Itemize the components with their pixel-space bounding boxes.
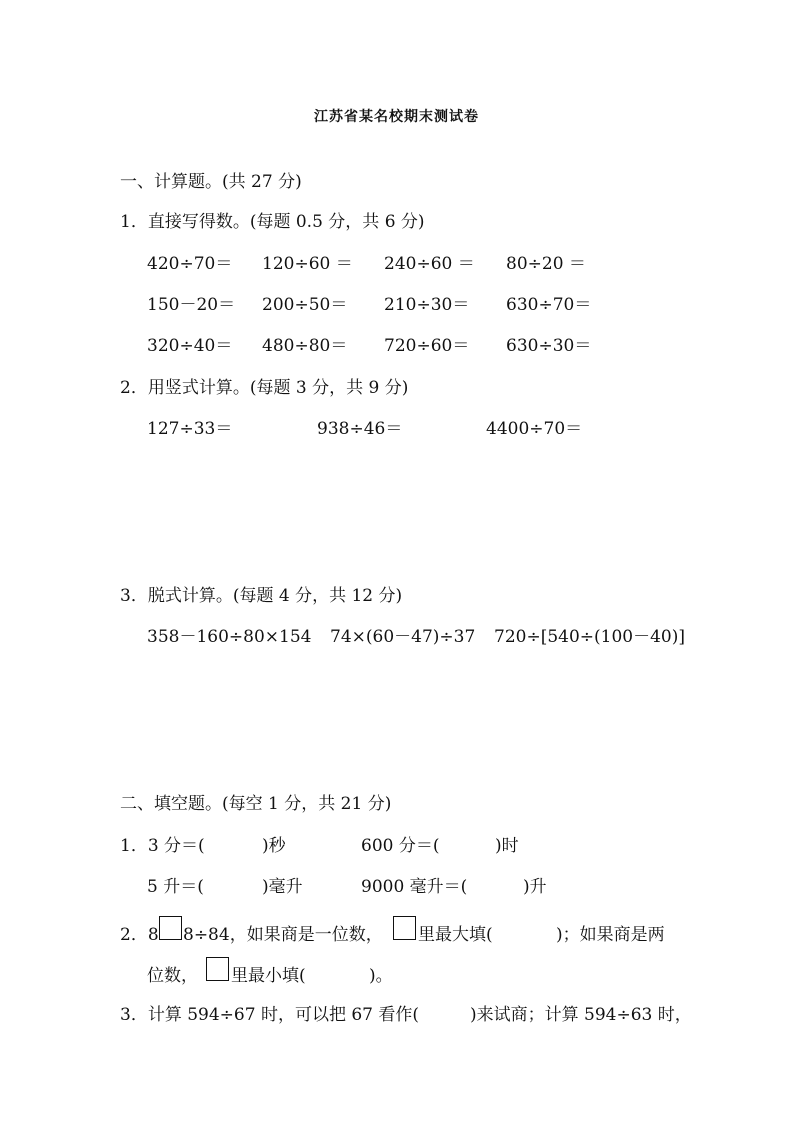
stepwise-calc-item: 74×(60－47)÷37 — [330, 627, 476, 647]
oral-calc-item: 200÷50＝ — [262, 295, 348, 315]
oral-calc-item: 120÷60 ＝ — [262, 254, 353, 274]
vertical-calc-item: 127÷33＝ — [147, 419, 233, 439]
digit-blank-box[interactable] — [393, 916, 416, 940]
stepwise-calc-item: 720÷[540÷(100－40)] — [494, 627, 685, 647]
section-heading-fill-in: 二、填空题。(每空 1 分，共 21 分) — [120, 794, 392, 814]
fill-in-text: )毫升 — [262, 877, 303, 897]
fill-in-text: 600 分＝( — [361, 836, 440, 856]
oral-calc-item: 720÷60＝ — [384, 336, 470, 356]
vertical-calc-item: 938÷46＝ — [317, 419, 403, 439]
fill-in-text: 里最大填( — [418, 925, 493, 945]
oral-calc-item: 420÷70＝ — [147, 254, 233, 274]
stepwise-calc-item: 358－160÷80×154 — [147, 627, 312, 647]
oral-calc-item: 240÷60 ＝ — [384, 254, 475, 274]
oral-calc-item: 80÷20 ＝ — [506, 254, 586, 274]
oral-calc-item: 630÷30＝ — [506, 336, 592, 356]
oral-calc-item: 630÷70＝ — [506, 295, 592, 315]
fill-in-text: 9000 毫升＝( — [361, 877, 468, 897]
question-3-label: 3．脱式计算。(每题 4 分，共 12 分) — [120, 586, 403, 606]
fill-in-text: )秒 — [262, 836, 286, 856]
question-1-label: 1．直接写得数。(每题 0.5 分，共 6 分) — [120, 212, 425, 232]
oral-calc-item: 480÷80＝ — [262, 336, 348, 356]
page-title: 江苏省某名校期末测试卷 — [314, 109, 479, 125]
oral-calc-item: 320÷40＝ — [147, 336, 233, 356]
oral-calc-item: 210÷30＝ — [384, 295, 470, 315]
fill-in-text: )；如果商是两 — [556, 925, 665, 945]
fill-in-text: )时 — [495, 836, 519, 856]
digit-blank-box[interactable] — [159, 916, 182, 940]
oral-calc-item: 150－20＝ — [147, 295, 236, 315]
fill-in-text: 2．8 — [120, 925, 159, 945]
fill-in-text: 1．3 分＝( — [120, 836, 205, 856]
fill-in-text: )升 — [523, 877, 547, 897]
fill-in-text: 5 升＝( — [147, 877, 204, 897]
vertical-calc-item: 4400÷70＝ — [486, 419, 583, 439]
section-heading-calculation: 一、计算题。(共 27 分) — [120, 172, 302, 192]
fill-in-text: 3．计算 594÷67 时，可以把 67 看作( )来试商；计算 594÷63 时， — [120, 1005, 692, 1025]
digit-blank-box[interactable] — [206, 957, 229, 981]
question-2-label: 2．用竖式计算。(每题 3 分，共 9 分) — [120, 378, 409, 398]
fill-in-text: 8÷84，如果商是一位数， — [183, 925, 383, 945]
fill-in-text: )。 — [369, 966, 393, 986]
fill-in-text: 位数， — [147, 966, 198, 986]
fill-in-text: 里最小填( — [231, 966, 306, 986]
